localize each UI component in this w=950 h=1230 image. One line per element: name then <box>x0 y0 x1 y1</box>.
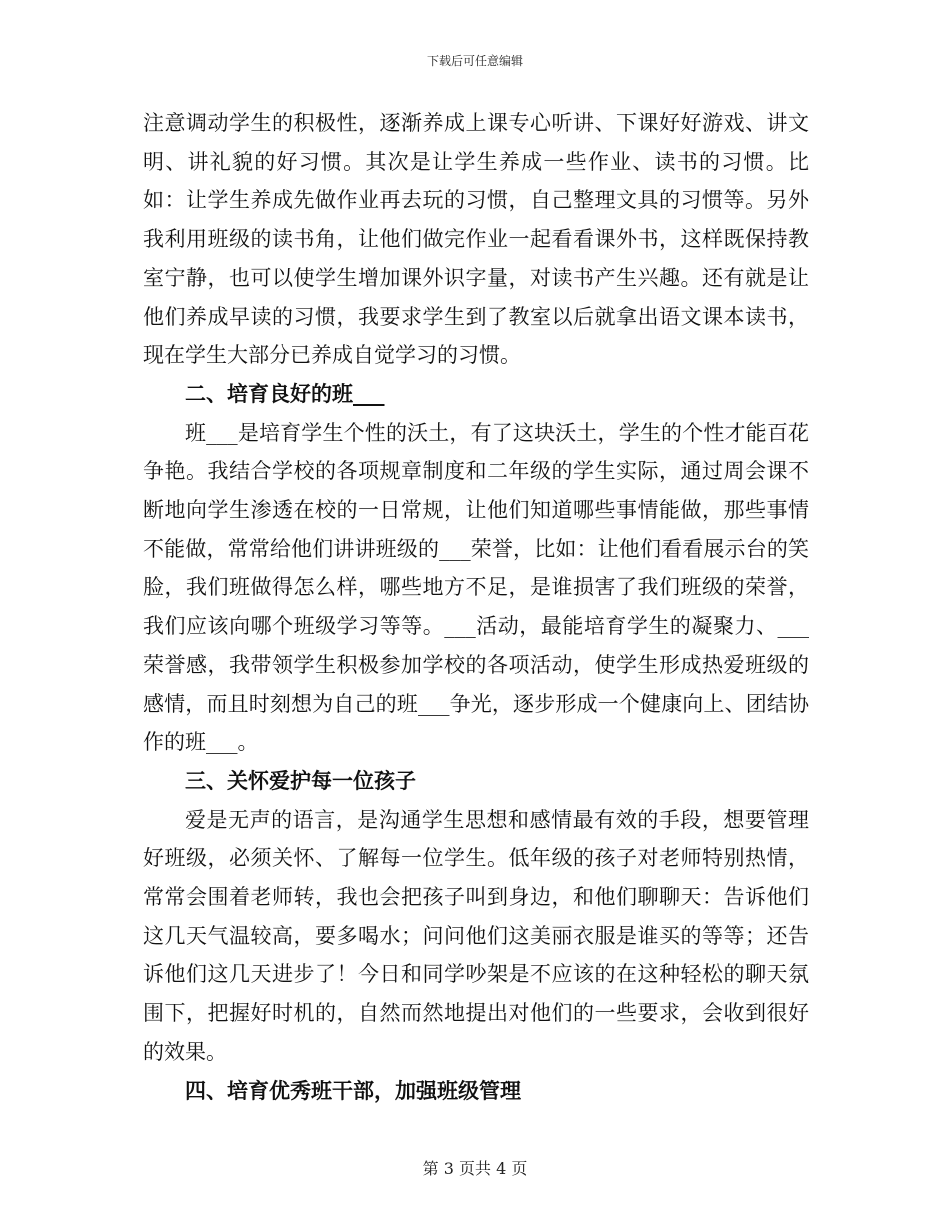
page-footer: 第 3 页共 4 页 <box>422 1159 528 1178</box>
section-heading-4: 四、培育优秀班干部，加强班级管理 <box>185 1077 521 1103</box>
paragraph-care: 爱是无声的语言，是沟通学生思想和感情最有效的手段，想要管理好班级，必须关怀、了解每一位学生。低年级的孩子对老师特别热情，常常会围着老师转，我也会把孩子叫到身边，和他们聊聊天：告诉他们这几天气温较高，要多喝水；问问他们这美丽衣服是谁买的等等；还告诉他们这几天进步了！今日和同学吵架是不应该的在这种轻松的聊天氛围下，把握好时机的，自然而然地提出对他们的一些要求，会收到很好的效果。 <box>143 807 809 1064</box>
document-body <box>143 104 809 1110</box>
section-heading-2: 二、培育良好的班___ <box>185 380 385 406</box>
section-heading-3: 三、关怀爱护每一位孩子 <box>185 767 416 793</box>
paragraph-class-spirit: 班___是培育学生个性的沃土，有了这块沃土，学生的个性才能百花争艳。我结合学校的各项规章制度和二年级的学生实际，通过周会课不断地向学生渗透在校的一日常规，让他们知道哪些事情能做，那些事情不能做，常常给他们讲讲班级的___荣誉，比如：让他们看看展示台的笑脸，我们班做得怎么样，哪些地方不足，是谁损害了我们班级的荣誉，我们应该向哪个班级学习等等。___活动，最能培育学生的凝聚力、___荣誉感，我带领学生积极参加学校的各项活动，使学生形成热爱班级的感情，而且时刻想为自己的班___争光，逐步形成一个健康向上、团结协作的班___。 <box>143 420 809 755</box>
page-header: 下载后可任意编辑 <box>426 54 523 68</box>
paragraph-habits: 注意调动学生的积极性，逐渐养成上课专心听讲、下课好好游戏、讲文明、讲礼貌的好习惯。其次是让学生养成一些作业、读书的习惯。比如：让学生养成先做作业再去玩的习惯，自己整理文具的习惯等。另外我利用班级的读书角，让他们做完作业一起看看课外书，这样既保持教室宁静，也可以使学生增加课外识字量，对读书产生兴趣。还有就是让他们养成早读的习惯，我要求学生到了教室以后就拿出语文课本读书，现在学生大部分已养成自觉学习的习惯。 <box>143 111 809 368</box>
